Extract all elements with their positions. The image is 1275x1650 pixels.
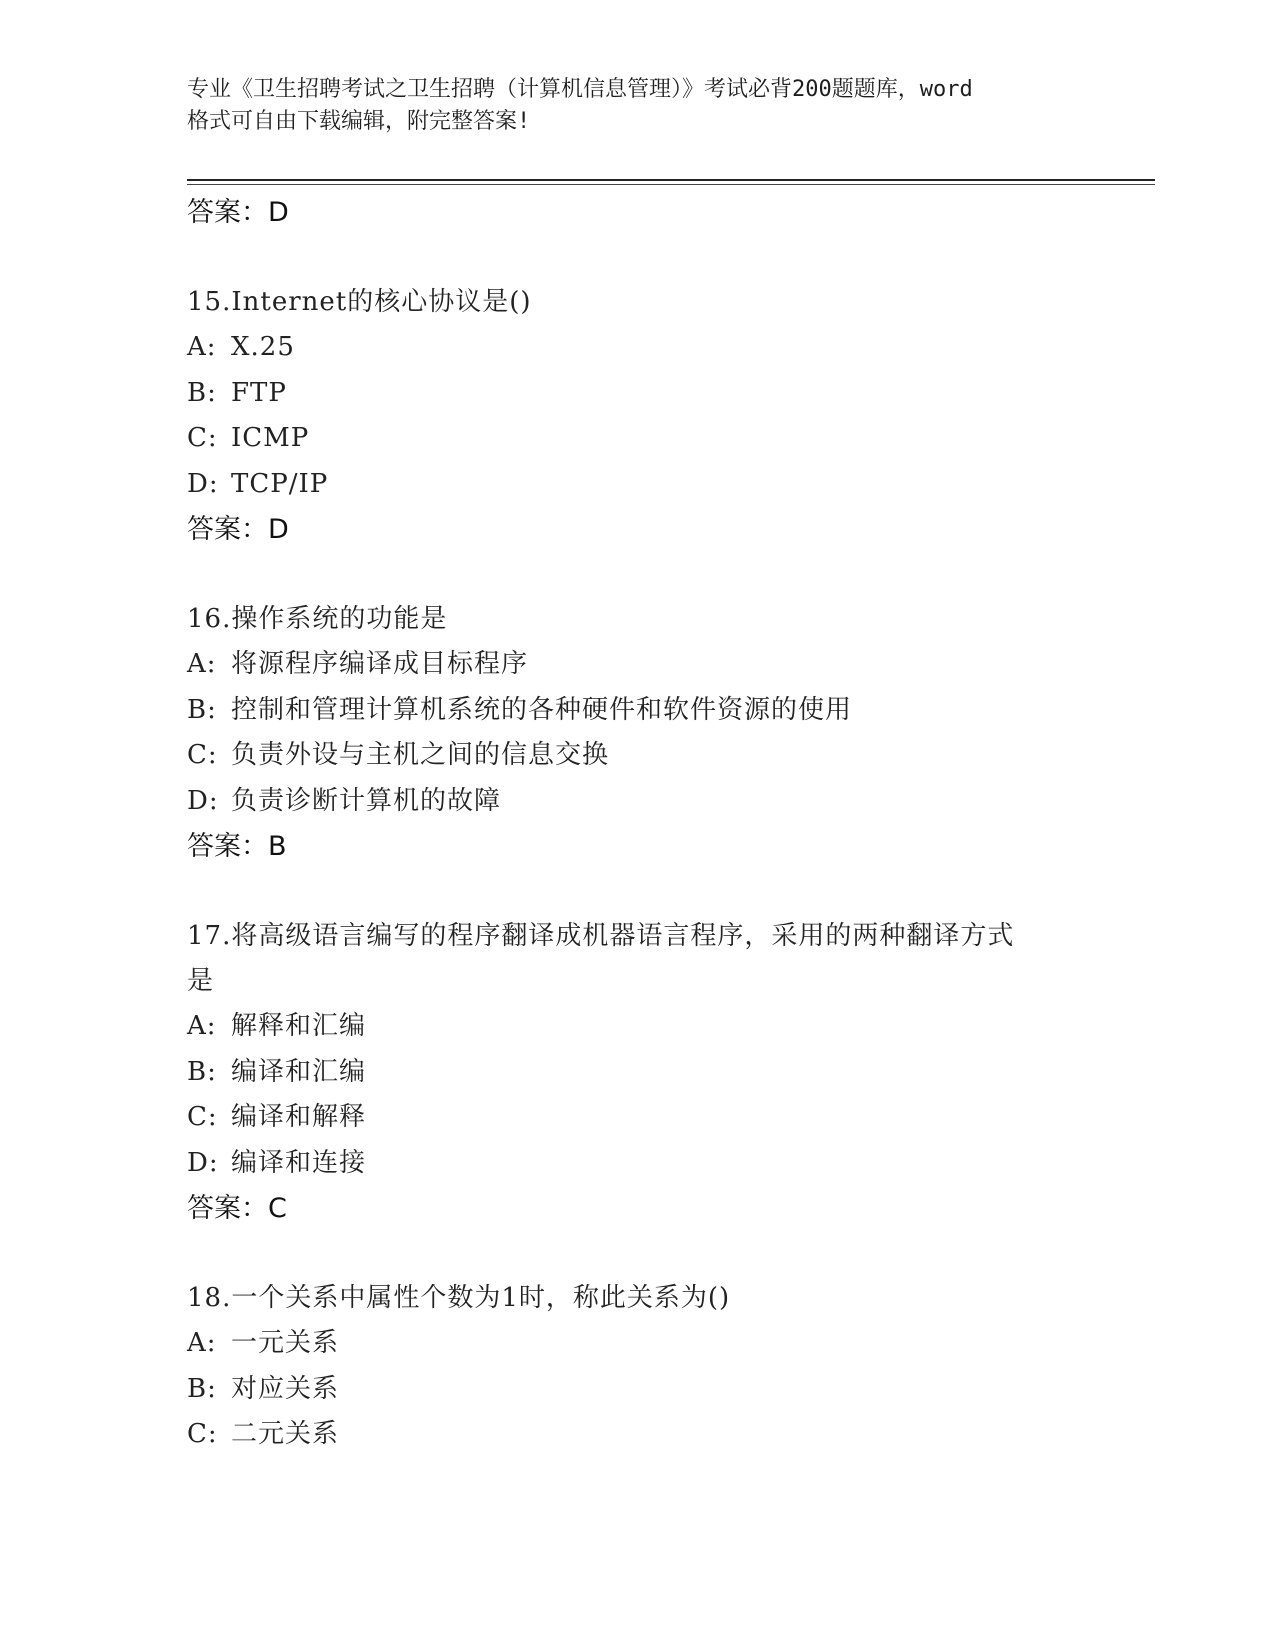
answer-option — [187, 1321, 1087, 1367]
question-answer: 答案：B — [187, 831, 287, 862]
question-block — [187, 914, 1087, 1232]
option-text: 一元关系 — [231, 1328, 340, 1358]
question-gap — [187, 236, 1087, 280]
answer-option — [187, 1095, 1087, 1141]
question-answer: 答案：C — [187, 1193, 287, 1224]
option-letter: A: — [187, 1328, 217, 1358]
option-letter: A: — [187, 649, 217, 679]
option-letter: C: — [187, 1419, 218, 1449]
option-text: 编译和连接 — [231, 1147, 367, 1178]
option-letter: D: — [187, 468, 219, 499]
header-line-1: 专业《卫生招聘考试之卫生招聘（计算机信息管理）》考试必背200题题库，word — [187, 77, 973, 102]
option-letter: C: — [187, 1102, 218, 1132]
option-text: 编译和解释 — [231, 1102, 367, 1132]
answer-option — [187, 325, 1087, 371]
previous-answer: 答案：D — [187, 197, 289, 228]
answer-option — [187, 642, 1087, 688]
answer-option — [187, 1004, 1087, 1050]
option-letter: C: — [187, 740, 218, 770]
option-text: 负责诊断计算机的故障 — [231, 785, 502, 816]
question-gap — [187, 1232, 1087, 1276]
option-letter: B: — [187, 1056, 217, 1087]
option-text: 编译和汇编 — [231, 1056, 367, 1087]
header-divider-thin — [187, 184, 1155, 185]
option-letter: C: — [187, 423, 218, 453]
question-title: 18.一个关系中属性个数为1时，称此关系为() — [187, 1283, 731, 1313]
question-block — [187, 1276, 1087, 1458]
answer-option — [187, 688, 1087, 734]
question-block — [187, 280, 1087, 553]
answer-option — [187, 1367, 1087, 1413]
option-letter: A: — [187, 332, 217, 362]
option-letter: B: — [187, 1373, 217, 1404]
option-text: 解释和汇编 — [231, 1011, 367, 1041]
question-title: 15.Internet的核心协议是() — [187, 287, 532, 317]
document-header — [187, 74, 1087, 138]
question-list — [187, 190, 1087, 1458]
answer-option — [187, 371, 1087, 417]
option-letter: D: — [187, 785, 219, 816]
option-text: 二元关系 — [231, 1419, 340, 1449]
answer-option — [187, 1141, 1087, 1187]
header-divider-thick — [187, 179, 1155, 181]
answer-option — [187, 416, 1087, 462]
answer-option — [187, 1412, 1087, 1458]
option-text: 对应关系 — [231, 1373, 340, 1404]
option-letter: A: — [187, 1011, 217, 1041]
option-text: 控制和管理计算机系统的各种硬件和软件资源的使用 — [231, 694, 853, 725]
question-gap — [187, 553, 1087, 597]
question-title: 16.操作系统的功能是 — [187, 604, 448, 634]
option-text: TCP/IP — [231, 468, 329, 499]
question-answer: 答案：D — [187, 514, 289, 545]
answer-option — [187, 733, 1087, 779]
option-text: 负责外设与主机之间的信息交换 — [231, 740, 610, 770]
option-text: FTP — [231, 377, 287, 408]
option-letter: B: — [187, 694, 217, 725]
answer-option — [187, 462, 1087, 508]
answer-option — [187, 1050, 1087, 1096]
option-letter: D: — [187, 1147, 219, 1178]
option-text: X.25 — [231, 332, 295, 362]
question-title: 17.将高级语言编写的程序翻译成机器语言程序，采用的两种翻译方式 — [187, 921, 1015, 951]
option-text: ICMP — [231, 423, 310, 453]
question-block — [187, 597, 1087, 870]
question-title-continuation: 是 — [187, 966, 215, 996]
option-text: 将源程序编译成目标程序 — [231, 649, 529, 679]
answer-option — [187, 779, 1087, 825]
header-line-2: 格式可自由下载编辑，附完整答案! — [187, 109, 531, 134]
question-gap — [187, 870, 1087, 914]
option-letter: B: — [187, 377, 217, 408]
